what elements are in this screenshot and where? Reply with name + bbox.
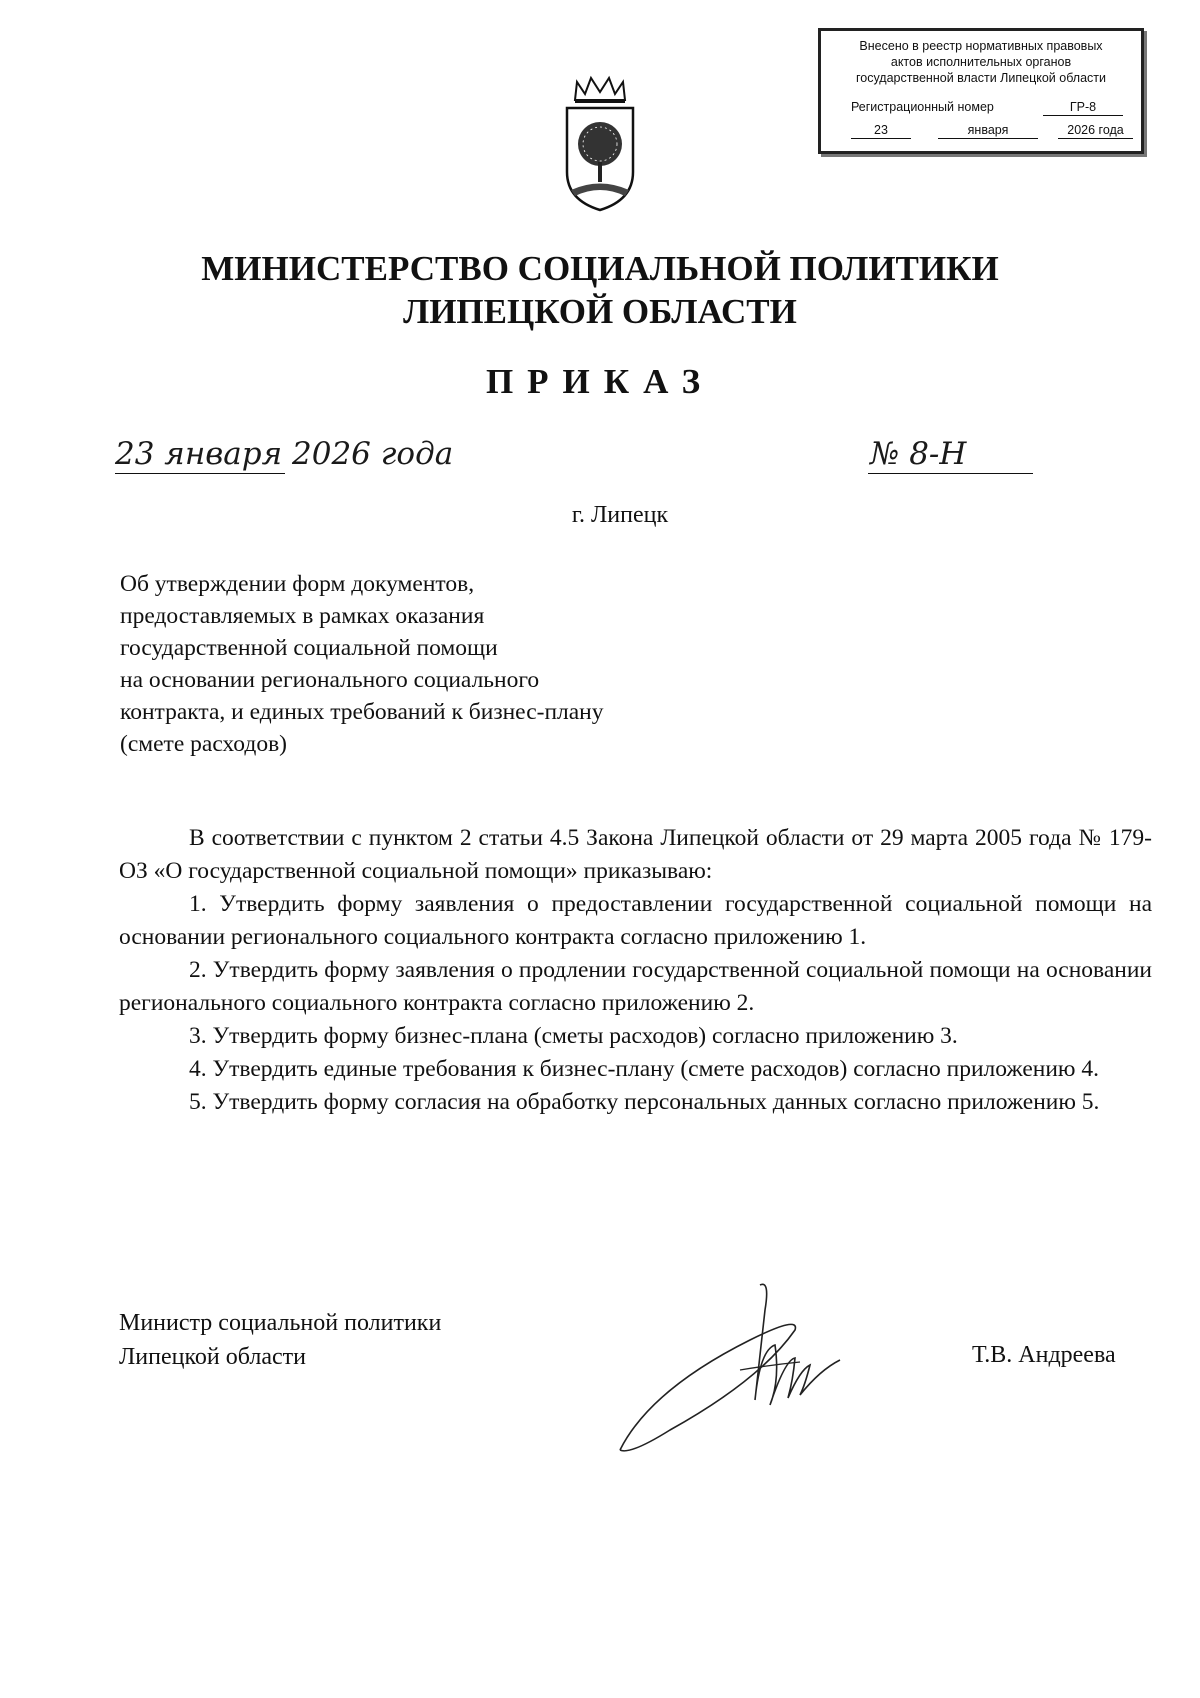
stamp-reg-number: ГР-8 [1043, 99, 1123, 116]
order-item-5: 5. Утвердить форму согласия на обработку персональных данных согласно приложению 5. [189, 1089, 1100, 1115]
subject-line: государственной социальной помощи [120, 635, 498, 661]
order-item-3: 3. Утвердить форму бизнес-плана (сметы расходов) согласно приложению 3. [189, 1023, 958, 1049]
document-type-heading: ПРИКАЗ [485, 362, 715, 401]
number-underline [868, 473, 1033, 474]
order-body [119, 822, 1152, 1119]
signatory-name: Т.В. Андреева [972, 1342, 1116, 1368]
city-name: г. Липецк [571, 502, 669, 528]
registry-stamp [818, 28, 1144, 154]
order-item-4: 4. Утвердить единые требования к бизнес-плану (смете расходов) согласно приложению 4. [189, 1056, 1099, 1082]
subject-line: (смете расходов) [120, 731, 287, 757]
stamp-day: 23 [851, 122, 911, 139]
signatory-position [119, 1306, 441, 1374]
stamp-year: 2026 года [1058, 122, 1133, 139]
subject-line: на основании регионального социального [120, 667, 540, 693]
handwritten-order-number: № 8-Н [870, 436, 967, 472]
position-line-2: Липецкой области [119, 1344, 306, 1370]
stamp-date-row [843, 122, 1133, 140]
stamp-line-2: актов исполнительных органов [890, 55, 1072, 69]
handwritten-date: 23 января 2026 года [115, 436, 454, 472]
subject-line: предоставляемых в рамках оказания [120, 603, 485, 629]
stamp-line-1: Внесено в реестр нормативных правовых [859, 39, 1103, 53]
preamble-paragraph: В соответствии с пунктом 2 статьи 4.5 Закона Липецкой области от 29 марта 2005 года № 179-ОЗ «О государственной социальной помощи» приказываю: [119, 825, 1152, 884]
stamp-reg-label: Регистрационный номер [851, 100, 994, 114]
handwritten-signature [610, 1270, 890, 1470]
order-item-2: 2. Утвердить форму заявления о продлении государственной социальной помощи на основании регионального социального контракта согласно приложению 2. [119, 957, 1152, 1016]
coat-of-arms-emblem [555, 72, 645, 212]
order-item-1: 1. Утвердить форму заявления о предоставлении государственной социальной помощи на основании регионального социального контракта согласно приложению 1. [119, 891, 1152, 950]
order-subject [120, 568, 740, 760]
subject-line: Об утверждении форм документов, [120, 571, 475, 597]
date-underline [115, 473, 285, 474]
ministry-name-line-2: ЛИПЕЦКОЙ ОБЛАСТИ [403, 292, 797, 331]
ministry-name-line-1: МИНИСТЕРСТВО СОЦИАЛЬНОЙ ПОЛИТИКИ [201, 249, 999, 288]
stamp-line-3: государственной власти Липецкой области [855, 71, 1107, 85]
subject-line: контракта, и единых требований к бизнес-плану [120, 699, 604, 725]
position-line-1: Министр социальной политики [119, 1310, 442, 1336]
stamp-month: января [938, 122, 1038, 139]
